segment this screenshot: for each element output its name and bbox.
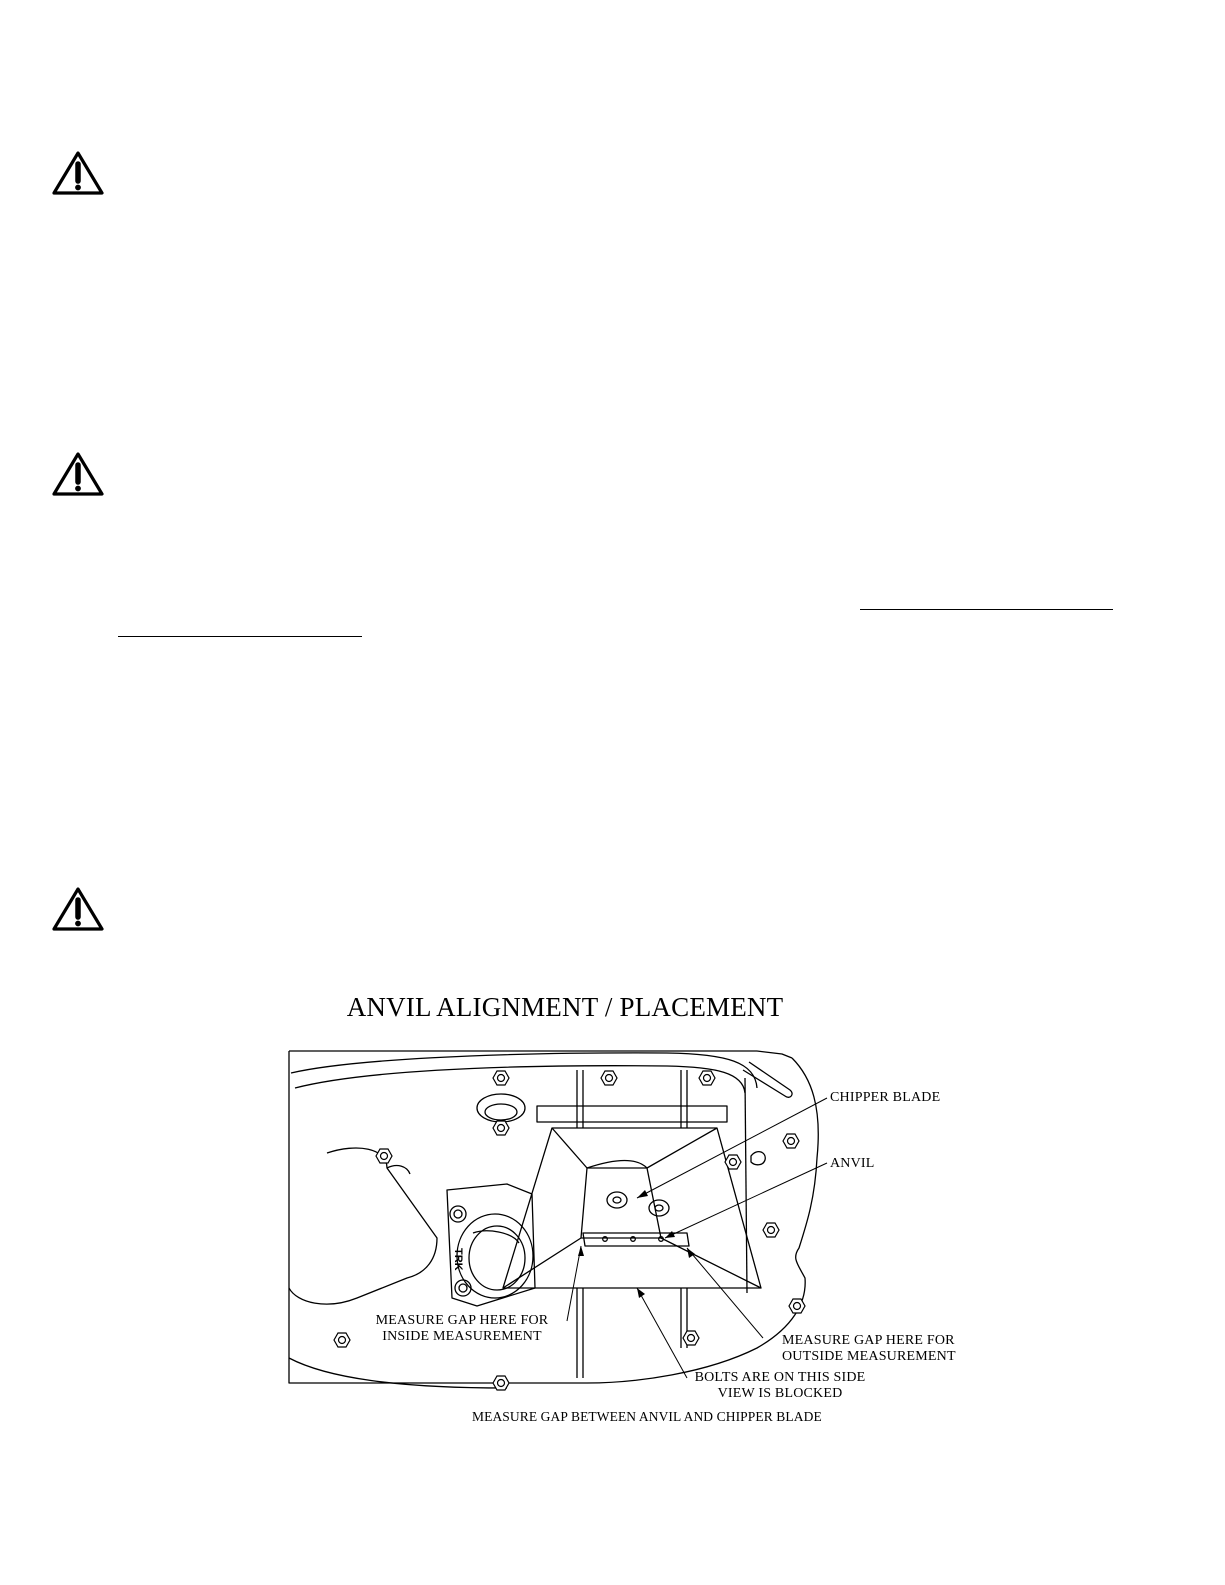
underline-rule — [118, 636, 362, 637]
bolts-side-label — [680, 1370, 880, 1402]
warning-triangle-icon — [52, 150, 104, 196]
figure-caption: MEASURE GAP BETWEEN ANVIL AND CHIPPER BLADE — [472, 1409, 822, 1424]
inside-measure-line1: MEASURE GAP HERE FOR — [375, 1313, 549, 1328]
underline-rule — [860, 609, 1113, 610]
outside-measure-line2: OUTSIDE MEASUREMENT — [782, 1349, 956, 1364]
bolts-side-line2: VIEW IS BLOCKED — [717, 1386, 843, 1401]
inside-measure-line2: INSIDE MEASUREMENT — [382, 1329, 542, 1344]
figure-title: ANVIL ALIGNMENT / PLACEMENT — [346, 992, 784, 1022]
outside-measure-label — [782, 1333, 956, 1365]
chipper-blade-label: CHIPPER BLADE — [830, 1090, 941, 1105]
bolts-side-line1: BOLTS ARE ON THIS SIDE — [694, 1370, 866, 1385]
anvil-label: ANVIL — [830, 1156, 875, 1171]
bearing-brand-text: TRK — [452, 1248, 464, 1271]
warning-triangle-icon — [52, 451, 104, 497]
outside-measure-line1: MEASURE GAP HERE FOR — [782, 1333, 955, 1348]
inside-measure-label — [372, 1313, 552, 1345]
warning-triangle-icon — [52, 886, 104, 932]
